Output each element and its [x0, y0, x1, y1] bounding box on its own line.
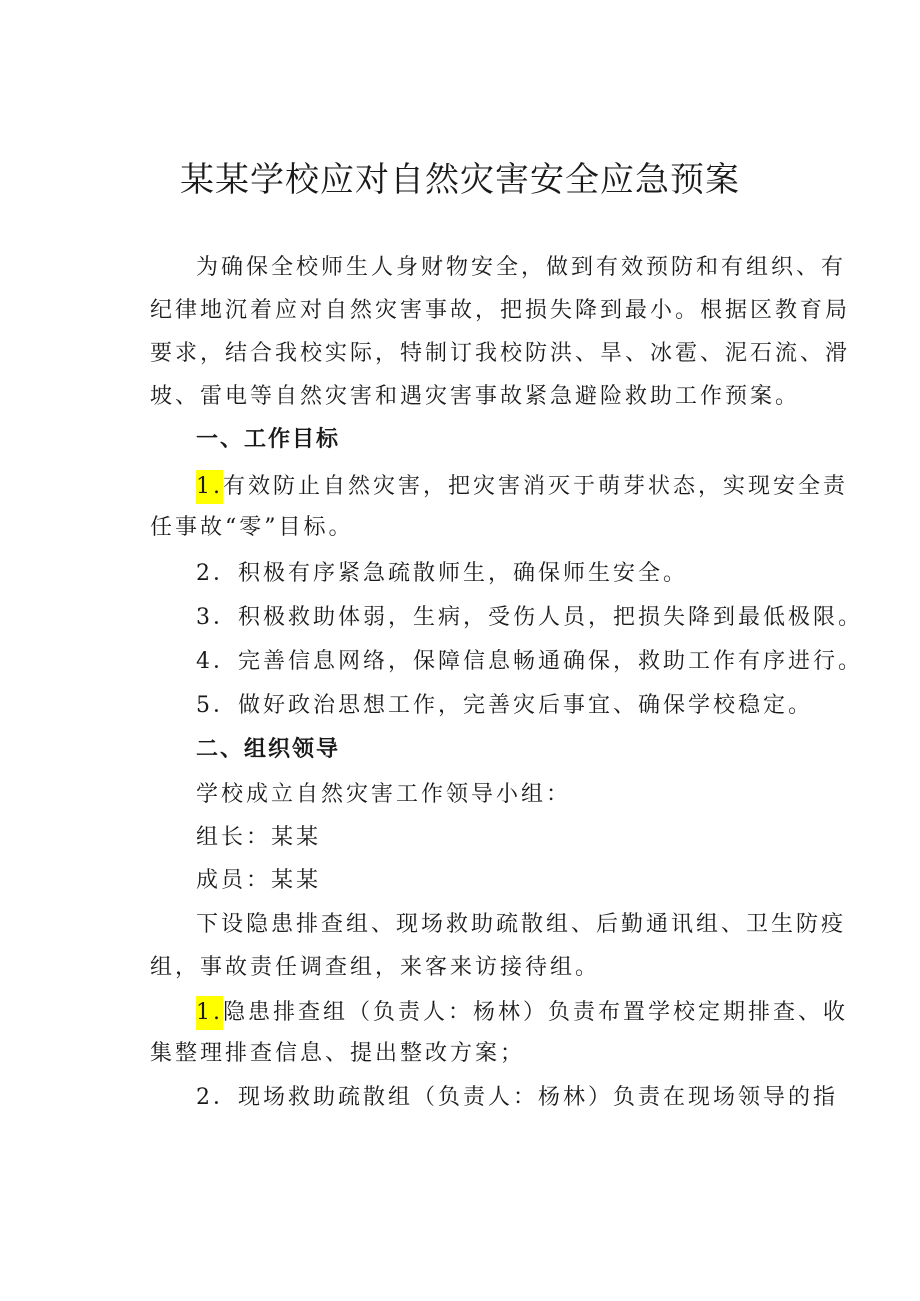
org-members: 成员：某某 — [196, 868, 322, 893]
document-title: 某某学校应对自然灾害安全应急预案 — [180, 160, 740, 200]
intro-line-2: 纪律地沉着应对自然灾害事故，把损失降到最小。根据区教育局 — [150, 298, 851, 323]
section-heading-goals: 一、工作目标 — [196, 427, 341, 452]
intro-line-1: 为确保全校师生人身财物安全，做到有效预防和有组织、有 — [196, 255, 847, 280]
org-intro: 学校成立自然灾害工作领导小组： — [196, 782, 572, 807]
org-groups-line-1: 下设隐患排查组、现场救助疏散组、后勤通讯组、卫生防疫 — [196, 912, 847, 937]
intro-line-3: 要求，结合我校实际，特制订我校防洪、旱、冰雹、泥石流、滑 — [150, 341, 851, 366]
goal-item-3: 3．积极救助体弱，生病，受伤人员，把损失降到最低极限。 — [196, 605, 863, 630]
goal-item-1-cont: 任事故“零”目标。 — [150, 515, 354, 540]
org-groups-line-2: 组，事故责任调查组，来客来访接待组。 — [150, 955, 601, 980]
intro-line-4: 坡、雷电等自然灾害和遇灾害事故紧急避险救助工作预案。 — [150, 384, 801, 409]
goal-item-4: 4．完善信息网络，保障信息畅通确保，救助工作有序进行。 — [196, 649, 863, 674]
section-heading-organization: 二、组织领导 — [196, 737, 341, 762]
highlighted-number: 1. — [196, 996, 223, 1030]
goal-item-5: 5．做好政治思想工作，完善灾后事宜、确保学校稳定。 — [196, 693, 813, 718]
goal-item-1-text: 有效防止自然灾害，把灾害消灭于萌芽状态，实现安全责 — [223, 474, 849, 499]
goal-item-1 — [196, 470, 848, 504]
group-item-1 — [196, 996, 848, 1030]
group-item-2: 2．现场救助疏散组（负责人：杨林）负责在现场领导的指 — [196, 1085, 838, 1110]
group-item-1-cont: 集整理排查信息、提出整改方案； — [150, 1041, 526, 1066]
goal-item-2: 2．积极有序紧急疏散师生，确保师生安全。 — [196, 561, 688, 586]
org-leader: 组长：某某 — [196, 825, 322, 850]
group-item-1-text: 隐患排查组（负责人：杨林）负责布置学校定期排查、收 — [223, 1000, 849, 1025]
highlighted-number: 1. — [196, 470, 223, 504]
